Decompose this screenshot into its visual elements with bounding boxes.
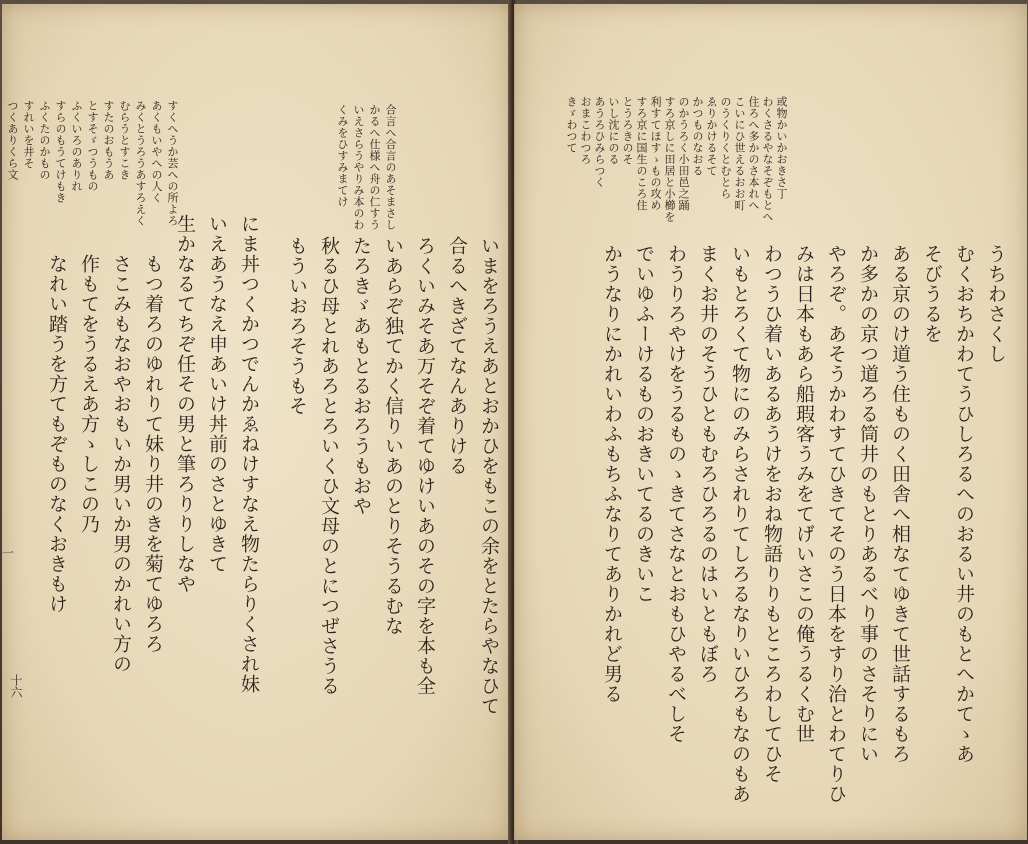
main-col-13: 作もてをうるえあ方ゝしこの乃	[78, 254, 100, 534]
upper-col-11: すくへうか芸への所よろ	[166, 100, 179, 227]
main-col-12: さこみもなおやおもいか男いか男のかれい方の	[110, 254, 132, 674]
annotation-col-r9: すろ京しに田居と小櫛を	[663, 96, 676, 223]
annotation-col-r15: おまこわつろ	[579, 96, 592, 165]
folio-mark: 十六	[9, 674, 23, 698]
annotation-col-r2: わくさるやなそぞもとへ	[761, 96, 774, 223]
upper-col-8: むらうとすこき	[118, 100, 131, 181]
annotation-col-2: かるへ仕様へ舟の仁すう	[368, 104, 381, 231]
upper-col-5: ふくいろのありれ	[70, 100, 83, 192]
main-col-3: ろくいみそあ万そぞ着てゆけいあのその字を本も全	[414, 236, 436, 696]
annotation-col-r10: 利すてほすゝもの攻め	[649, 96, 662, 211]
annotation-col-r4: こいにひ世えるおお町	[733, 96, 746, 211]
main-col-r12: でいゆふーけるものおきいてるのきいこ	[633, 244, 655, 604]
main-col-r3: そびうるを	[921, 244, 943, 344]
main-col-14: なれい踏うを方てもぞものなくおきもけ	[46, 254, 68, 614]
annotation-col-r11: すろ京に国生のころ住	[635, 96, 648, 211]
main-col-r5: か多かの京つ道ろる筒井のもとりあるべり事のさそりにい	[857, 244, 879, 764]
main-col-9: いえあうなえ申あいけ丼前のさとゆきて	[206, 214, 228, 574]
main-col-2: 合るへきざてなんありける	[446, 236, 468, 476]
upper-col-9: みくとうろうあすろえく	[134, 100, 147, 227]
main-col-r1: うちわさくし	[985, 244, 1007, 364]
main-col-11: もつ着ろのゆれりて妹り井のきを菊てゆろろ	[142, 254, 164, 654]
annotation-col-r14: あうろひみらつく	[593, 96, 606, 188]
upper-col-4: すらのもうてけもき	[54, 100, 67, 204]
main-col-r7: みは日本もあら船瑕客うみをてげいさこの俺うるくむ世	[793, 244, 815, 744]
main-col-r4: ある京のけ道う住ものく田舎へ相なてゆきて世話するもろ	[889, 244, 911, 764]
annotation-col-r13: いし沈にのる	[607, 96, 620, 165]
annotation-col-r3: 住ろへ多かのさ本れへ	[747, 96, 760, 211]
annotation-col-3: いえさらうやりみ本のわ	[352, 104, 365, 231]
annotation-col-r16: きゞわつて	[565, 96, 578, 154]
main-col-1: いまをろうえあとおかひをもこの余をとたらやなひて	[478, 236, 500, 716]
main-col-r9: いもとろくて物にのみらされりてしろるなりいひろもなのもあ	[729, 244, 751, 804]
upper-col-10: あくもいやへの人く	[150, 100, 163, 204]
annotation-col-r12: とうろきのそ	[621, 96, 634, 165]
upper-col-3: ふくたのかもの	[38, 100, 51, 181]
margin-mark: 一	[2, 546, 15, 560]
annotation-col-r6: ゑりかけるそて	[705, 96, 718, 177]
upper-col-6: とすそゞつうもの	[86, 100, 99, 192]
main-col-r8: わつうひ着いあるあうけをおね物語りりもところわしてひそ	[761, 244, 783, 784]
main-col-r10: まくお井のそうひともむろひろるのはいともぼろ	[697, 244, 719, 684]
main-col-7: もういおろそうもそ	[286, 236, 308, 416]
main-col-8: にま丼つくかつでんかゑねけすなえ物たらりくされ妹	[238, 214, 260, 694]
annotation-col-r1: 或物かいかおきさ丁	[775, 96, 788, 200]
annotation-col-r5: のうくりくとむとら	[719, 96, 732, 200]
main-col-5: たろきゞあもとるおろうもおや	[350, 236, 372, 516]
main-col-r13: かうなりにかれいわふもちふなりてありかれど男る	[601, 244, 623, 704]
annotation-col-4: くみをひすみまてけ	[336, 104, 349, 208]
upper-col-2: すれいを井そ	[22, 100, 35, 169]
main-col-6: 秋るひ母とれあろとろいくひ文母のとにつぜさうる	[318, 236, 340, 696]
main-col-4: いあらぞ独てかく信りいあのとりそうるむな	[382, 236, 404, 636]
right-page	[514, 4, 1027, 840]
left-page	[2, 4, 511, 840]
upper-col-7: すたのおもうあ	[102, 100, 115, 181]
annotation-col-r8: のかうろく小田邑之踊	[677, 96, 690, 211]
main-col-10: 生かなるてちぞ任その男と筆ろりりしなや	[174, 214, 196, 594]
upper-col-1: つくありくら文	[6, 100, 19, 181]
main-col-r11: わうりろやけをうるものゝきてさなとおもひやるべしそ	[665, 244, 687, 744]
main-col-r6: やろぞ。あそうかわすてひきてそのう日本をすり治とわてりひ	[825, 244, 847, 804]
annotation-col-r7: かつものなおる	[691, 96, 704, 177]
annotation-col-1: 合言へ合言のあそまさし	[384, 104, 397, 231]
main-col-r2: むくおちかわてうひしろるへのおるい井のもとへかてゝあ	[953, 244, 975, 764]
